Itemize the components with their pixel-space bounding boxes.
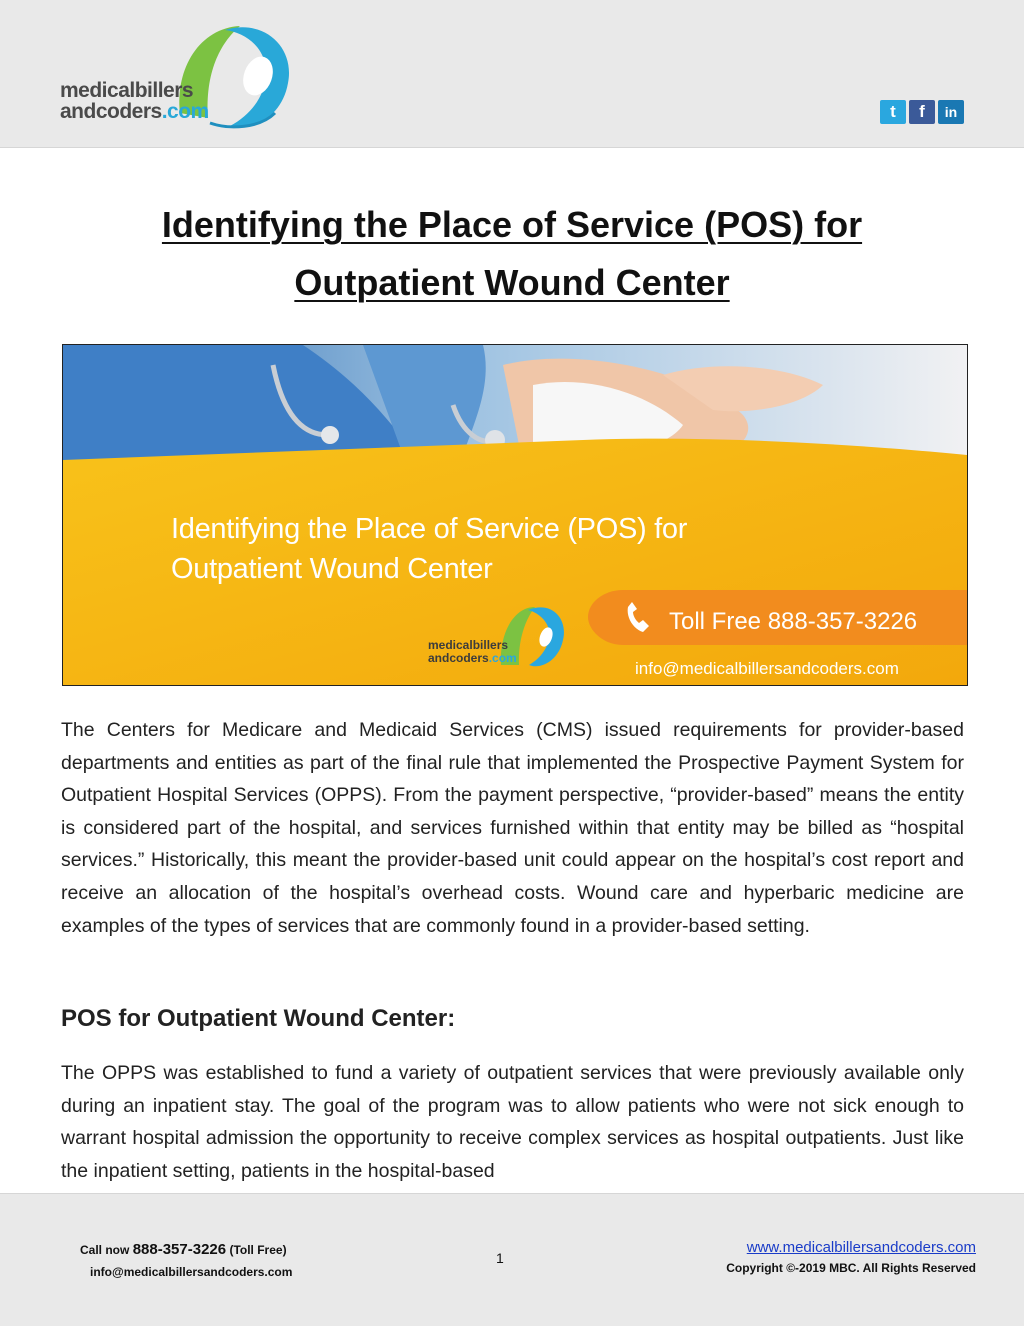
section-heading: POS for Outpatient Wound Center:: [61, 1005, 456, 1032]
logo-line2: [60, 101, 209, 122]
linkedin-icon[interactable]: in: [938, 100, 964, 124]
footer-website-link[interactable]: www.medicalbillersandcoders.com: [746, 1239, 976, 1256]
title-line1: Identifying the Place of Service (POS) for: [161, 204, 863, 245]
footer-call-prefix: Call now: [80, 1243, 130, 1257]
footer-copyright: Copyright ©-2019 MBC. All Rights Reserved: [726, 1261, 976, 1275]
footer-site-info: [726, 1238, 976, 1278]
page-header: [0, 0, 1024, 148]
page-title: [80, 196, 944, 312]
body-paragraph-2: The OPPS was established to fund a variety of outpatient services that were previously available only during an inpatient stay. The goal of the program was to allow patients who were not sick enough to warrant hospital admission the opportunity to receive complex services as hospital outpatients. Just like the inpatient setting, patients in the hospital-based: [61, 1062, 964, 1182]
logo-line1: medicalbillers: [60, 79, 194, 102]
banner-title: [171, 509, 687, 589]
body-paragraph-1: The Centers for Medicare and Medicaid Services (CMS) issued requirements for provider-based departments and entities as part of the final rule that implemented the Prospective Payment System for Outpatient Hospital Services (OPPS). From the payment perspective, “provider-based” means the entity is considered part of the hospital, and services furnished within that entity may be billed as “hospital services.” Historically, this meant the provider-based unit could appear on the hospital’s cost report and receive an allocation of the hospital’s overhead costs. Wound care and hyperbaric medicine are examples of the types of services that are commonly found in a provider-based setting.: [61, 719, 964, 937]
twitter-icon[interactable]: t: [880, 100, 906, 124]
logo-line2-main: andcoders: [60, 100, 162, 123]
footer-toll-free: (Toll Free): [229, 1243, 287, 1257]
logo-text: [60, 80, 209, 122]
banner-image: [62, 344, 968, 686]
banner-logo-text: [428, 639, 517, 665]
banner-title-line2: Outpatient Wound Center: [171, 553, 493, 585]
logo-line2-suffix: .com: [161, 100, 209, 123]
footer-phone[interactable]: 888-357-3226: [132, 1241, 227, 1258]
banner-logo-line1: medicalbillers: [428, 638, 509, 652]
company-logo[interactable]: [60, 18, 300, 133]
banner-logo-line2-main: andcoders: [428, 651, 489, 665]
banner-logo-line2-suffix: .com: [488, 651, 517, 665]
footer-email[interactable]: info@medicalbillersandcoders.com: [90, 1265, 293, 1279]
title-line2: Outpatient Wound Center: [294, 262, 730, 303]
banner-title-line1: Identifying the Place of Service (POS) for: [171, 513, 688, 545]
facebook-icon[interactable]: f: [909, 100, 935, 124]
social-links: [880, 100, 964, 124]
page-footer: [0, 1193, 1024, 1326]
banner-toll-free: Toll Free 888-357-3226: [669, 608, 918, 635]
page-number: 1: [496, 1250, 504, 1266]
banner-email: info@medicalbillersandcoders.com: [635, 659, 899, 678]
footer-contact: [80, 1239, 340, 1283]
